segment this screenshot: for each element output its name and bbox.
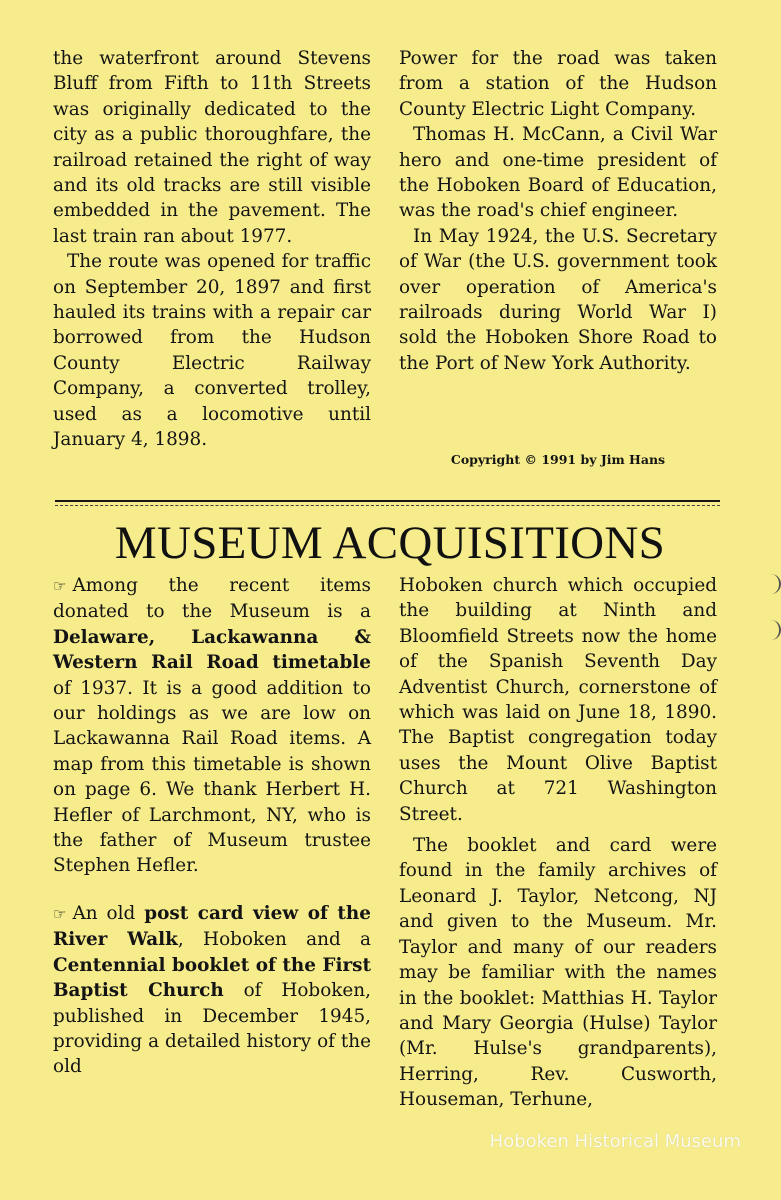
copyright-notice: Copyright © 1991 by Jim Hans bbox=[450, 452, 666, 467]
text: Among the recent items donated to the Museum is a bbox=[53, 575, 371, 623]
acquisitions-column-left bbox=[53, 573, 371, 1080]
paragraph: The route was opened for traffic on September 20, 1897 and first hauled its trains with a repair car borrowed from the Hudson County Electric Railway Company, a converted trolley, used as a locomotive until January 4, 1898. bbox=[53, 251, 371, 451]
text: , Hoboken and a bbox=[177, 929, 371, 951]
paragraph: Thomas H. McCann, a Civil War hero and one-time president of the Hoboken Board of Education, was the road's chief engineer. bbox=[399, 124, 717, 222]
paragraph: In May 1924, the U.S. Secretary of War (the U.S. government took over operation of America's railroads during World War I) sold the Hoboken Shore Road to the Port of New York Authority. bbox=[399, 225, 717, 374]
acquisition-item bbox=[53, 901, 371, 1080]
bold-text: Delaware, Lackawanna & Western Rail Road timetable bbox=[53, 626, 371, 674]
text: of Hoboken, published in December 1945, providing a detailed history of the old bbox=[53, 980, 371, 1078]
section-heading: MUSEUM ACQUISITIONS bbox=[114, 517, 666, 569]
bold-text: Centennial booklet of the First Baptist Church bbox=[53, 954, 371, 1002]
text: of 1937. It is a good addition to our holdings as we are low on Lackawanna Rail Road items. A map from this timetable is shown on page 6. We thank Herbert H. Hefler of Larchmont, NY, who is the father of Museum trustee Stephen Hefler. bbox=[53, 677, 371, 877]
acquisition-item bbox=[53, 573, 371, 879]
pointing-hand-icon: ☞ bbox=[53, 904, 67, 923]
acquisitions-column-right bbox=[399, 573, 717, 1113]
page-edge-tab bbox=[767, 620, 781, 640]
text: An old bbox=[72, 902, 145, 924]
paragraph: Hoboken church which occupied the building at Ninth and Bloomfield Streets now the home of the Spanish Seventh Day Adventist Church, cornerstone of which was laid on June 18, 1890. The Baptist congregation today uses the Mount Olive Baptist Church at 721 Washington Street. bbox=[399, 575, 717, 825]
paragraph: Power for the road was taken from a station of the Hudson County Electric Light Company. bbox=[399, 48, 717, 120]
bold-text: post card view of the River Walk bbox=[53, 902, 371, 951]
article-column-right bbox=[399, 46, 717, 376]
article-column-left bbox=[53, 46, 371, 453]
section-divider-dashed bbox=[55, 505, 720, 506]
museum-watermark: Hoboken Historical Museum bbox=[489, 1131, 741, 1152]
page-edge-tab bbox=[767, 574, 781, 594]
pointing-hand-icon: ☞ bbox=[53, 577, 67, 595]
paragraph: The booklet and card were found in the family archives of Leonard J. Taylor, Netcong, NJ and given to the Museum. Mr. Taylor and many of our readers may be familiar with the names in the booklet: Matthias H. Taylor and Mary Georgia (Hulse) Taylor (Mr. Hulse's grandparents), Herring, Rev. Cusworth, Houseman, Terhune, bbox=[399, 835, 717, 1111]
section-divider bbox=[55, 500, 720, 502]
paragraph: the waterfront around Stevens Bluff from Fifth to 11th Streets was originally dedicated to the city as a public thoroughfare, the railroad retained the right of way and its old tracks are still visible embedded in the pavement. The last train ran about 1977. bbox=[53, 48, 371, 247]
